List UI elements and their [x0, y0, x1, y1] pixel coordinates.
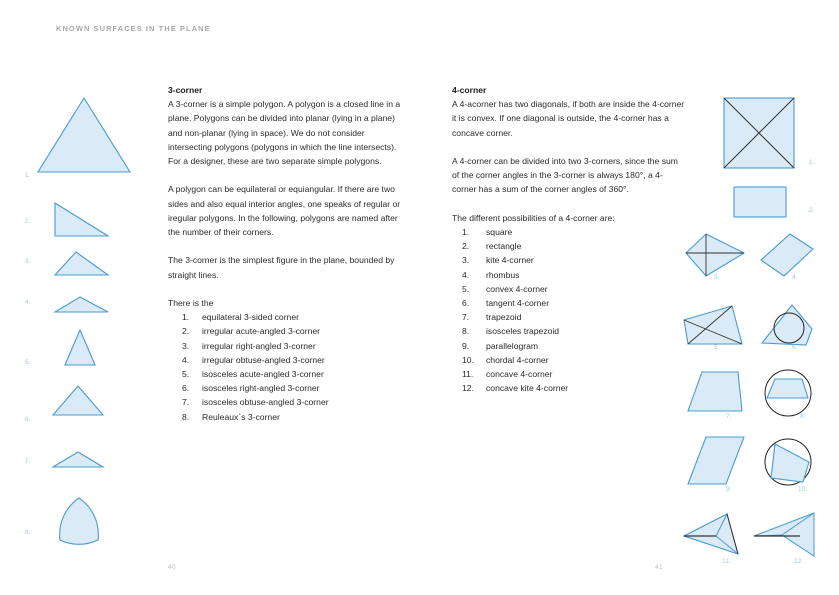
figure-number-right-11: 11.	[722, 558, 732, 565]
figure-concave-4-corner	[682, 510, 744, 560]
figure-parallelogram	[686, 435, 746, 487]
list-item: convex 4-corner	[486, 283, 548, 294]
figure-number-right-5: 5.	[714, 344, 720, 351]
figure-equilateral-triangle	[36, 96, 132, 176]
list-item: rhombus	[486, 269, 520, 280]
figure-irregular-acute-triangle	[52, 201, 110, 239]
figure-concave-kite-4-corner	[752, 510, 822, 560]
list-item: irregular right-angled 3-corner	[202, 340, 316, 351]
list-item: isosceles obtuse-angled 3-corner	[202, 397, 329, 408]
folio-left: 40	[168, 564, 176, 571]
figure-square	[722, 96, 796, 170]
figure-number-right-9: 9.	[726, 486, 732, 493]
list-item: chordal 4-corner	[486, 354, 549, 365]
heading-4-corner: 4-corner	[452, 85, 487, 95]
list-item: isosceles acute-angled 3-corner	[202, 369, 324, 380]
list-item: Reuleaux`s 3-corner	[202, 411, 280, 422]
figure-number-left-7: 7.	[25, 458, 31, 465]
figure-irregular-obtuse-triangle	[52, 295, 110, 315]
list-item: isosceles right-angled 3-corner	[202, 383, 320, 394]
list-item: isosceles trapezoid	[486, 326, 560, 337]
figure-irregular-right-triangle	[52, 250, 110, 278]
figure-kite-4-corner	[684, 232, 746, 278]
figure-number-right-1: 1.	[809, 159, 815, 166]
figure-reuleaux-triangle	[54, 495, 104, 547]
list-item: trapezoid	[486, 312, 522, 323]
list-4-corner-types	[452, 225, 687, 395]
figure-isosceles-obtuse-triangle	[50, 450, 106, 470]
figure-number-left-3: 3.	[25, 258, 31, 265]
list-item: equilateral 3-sided corner	[202, 312, 299, 323]
figure-number-left-5: 5.	[25, 359, 31, 366]
list-item: square	[486, 227, 513, 237]
heading-3-corner: 3-corner	[168, 85, 203, 95]
text-column-3-corner	[168, 83, 403, 424]
list-item: tangent 4-corner	[486, 298, 550, 309]
figure-number-left-1: 1.	[25, 172, 31, 179]
running-head: KNOWN SURFACES IN THE PLANE	[56, 24, 211, 33]
list-intro-3-corner: There is the	[168, 298, 214, 308]
figure-column-left	[0, 0, 160, 595]
list-item: irregular acute-angled 3-corner	[202, 326, 320, 337]
figure-number-right-4: 4.	[792, 274, 798, 281]
figure-isosceles-right-triangle	[50, 384, 106, 418]
figure-number-right-2: 2.	[809, 207, 815, 214]
figure-number-right-6: 6.	[792, 344, 798, 351]
list-item: concave 4-corner	[486, 369, 553, 380]
figure-number-right-3: 3.	[714, 274, 720, 281]
list-3-corner-types	[168, 310, 403, 424]
list-intro-4-corner: The different possibilities of a 4-corner are:	[452, 212, 615, 223]
list-item: rectangle	[486, 241, 522, 252]
paragraph-4-corner-1: A 4-acorner has two diagonals, if both are inside the 4-corner it is convex. If one diagonal is outside, the 4-corner has a concave corner.	[452, 99, 685, 138]
figure-tangent-4-corner	[760, 303, 816, 349]
figure-number-right-8: 8.	[800, 413, 806, 420]
figure-chordal-4-corner	[762, 437, 814, 487]
figure-number-right-12: 12.	[794, 558, 804, 565]
figure-rectangle	[732, 185, 788, 219]
list-item: irregular obtuse-angled 3-corner	[202, 354, 325, 365]
list-item: parallelogram	[486, 340, 539, 351]
figure-number-left-8: 8.	[25, 529, 31, 536]
list-item: kite 4-corner	[486, 255, 534, 266]
figure-number-right-7: 7.	[726, 413, 732, 420]
figure-number-right-10: 10.	[798, 486, 808, 493]
figure-isosceles-acute-triangle	[58, 328, 102, 368]
figure-number-left-6: 6.	[25, 416, 31, 423]
figure-number-left-2: 2.	[25, 218, 31, 225]
figure-convex-4-corner	[682, 303, 744, 347]
paragraph-3-corner-1: A 3-corner is a simple polygon. A polygon is a closed line in a plane. Polygons can be divided into planar (lying in a plane) and non-planar (lying in space). We do not consider intersecting polygons (polygons in which the line intersects). For a designer, these are two separate simple polygons.	[168, 99, 401, 167]
folio-right: 41	[655, 564, 663, 571]
paragraph-3-corner-2: A polygon can be equilateral or equiangular. If there are two sides and also equal interior angles, one speaks of regular or iregular polygons. In the following, polygons are named after the number of their corners.	[168, 184, 401, 238]
figure-rhombus	[759, 232, 815, 278]
list-item: concave kite 4-corner	[486, 383, 569, 394]
figure-number-left-4: 4.	[25, 299, 31, 306]
text-column-4-corner	[452, 83, 687, 395]
figure-column-right	[672, 0, 839, 595]
figure-trapezoid	[686, 370, 744, 414]
figure-isosceles-trapezoid	[762, 368, 814, 418]
paragraph-3-corner-3: The 3-corner is the simplest figure in the plane, bounded by straight lines.	[168, 255, 395, 280]
paragraph-4-corner-2: A 4-corner can be divided into two 3-corners, since the sum of the corner angles in the 3-corner is always 180°, a 4-corner has a sum of the corner angles of 360°.	[452, 156, 678, 195]
